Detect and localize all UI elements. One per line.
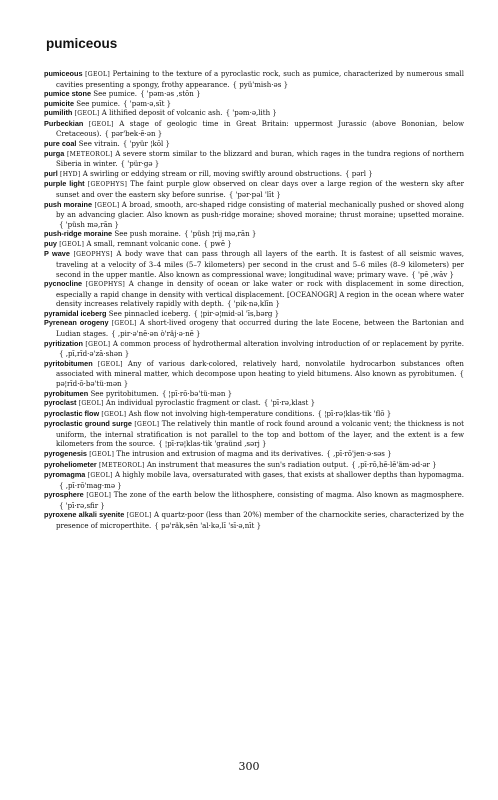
dictionary-entry xyxy=(44,249,464,279)
entry-term: pyritobitumen xyxy=(44,358,93,368)
entry-pronunciation: { pə'räk,sēn 'al·kə,lī 'sī·ə,nīt } xyxy=(154,521,262,531)
entry-subject: [HYD] xyxy=(60,170,81,178)
dictionary-entry xyxy=(44,119,464,139)
entry-pronunciation: { 'pik·nə,klīn } xyxy=(227,299,280,309)
entry-definition: The faint purple glow observed on clear days over a large region of the western sky after sunset and over the eastern sky before sunrise. xyxy=(56,179,464,199)
dictionary-entry xyxy=(44,89,464,99)
entry-subject: [GEOL] xyxy=(78,400,104,408)
dictionary-entry xyxy=(44,108,464,119)
dictionary-entry xyxy=(44,460,464,471)
entry-subject: [METEOROL] xyxy=(98,461,145,469)
entry-subject: [GEOL] xyxy=(94,201,120,209)
entry-definition: Pertaining to the texture of a pyroclastic rock, such as pumice, characterized by numerous small cavities presenting a spongy, frothy appearance. xyxy=(56,69,464,89)
entry-subject: [GEOL] xyxy=(89,450,115,458)
dictionary-entry xyxy=(44,510,464,530)
running-head: pumiceous xyxy=(46,36,118,51)
entry-pronunciation: { pyü'mish·əs } xyxy=(232,79,289,89)
entry-term: pyrosphere xyxy=(44,490,84,500)
entry-term: Pyrenean orogeny xyxy=(44,318,109,328)
dictionary-entry xyxy=(44,318,464,338)
entry-definition: An individual pyroclastic fragment or clast. xyxy=(105,398,261,408)
entry-definition: A swirling or eddying stream or rill, moving swiftly around obstructions. xyxy=(82,168,343,178)
dictionary-entry xyxy=(44,398,464,409)
entry-definition: A stage of geologic time in Great Britain: uppermost Jurassic (above Bononian, below Cretaceous). xyxy=(56,118,464,139)
dictionary-entry xyxy=(44,179,464,199)
dictionary-entry xyxy=(44,339,464,359)
entry-definition: A broad, smooth, arc-shaped ridge consisting of material mechanically pushed or shoved along by an advancing glacier. Also known as push-ridge moraine; shoved moraine; thrust moraine; upsetted moraine. xyxy=(56,199,465,220)
entry-definition: A short-lived orogeny that occurred during the late Eocene, between the Bartonian and Ludian stages. xyxy=(56,318,464,339)
entry-pronunciation: { 'pē ,wāv } xyxy=(411,269,454,279)
entry-term: push-ridge moraine xyxy=(44,229,113,239)
dictionary-entry xyxy=(44,169,464,180)
entry-term: puy xyxy=(44,238,57,248)
entry-pronunciation: { 'pəm·əs ,stōn } xyxy=(140,89,201,99)
entry-definition: Ash flow not involving high-temperature conditions. xyxy=(128,408,315,418)
entry-term: purple light xyxy=(44,179,85,189)
entry-subject: [GEOPHYS] xyxy=(85,281,126,289)
entry-term: pyroxene alkali syenite xyxy=(44,510,125,520)
entry-definition: An instrument that measures the sun's radiation output. xyxy=(146,459,349,469)
entry-subject: [GEOL] xyxy=(74,110,100,118)
dictionary-entry xyxy=(44,99,464,109)
entry-pronunciation: { pwē } xyxy=(203,238,232,248)
entry-definition: The relatively thin mantle of rock found around a volcanic vent; the thickness is not uniform, the internal stratification is not parallel to the top and bottom of the layer, and the extent is a few kilometers from the source. xyxy=(56,419,464,449)
entry-definition: See pyritobitumen. xyxy=(90,388,159,398)
entry-pronunciation: { ,pī,rīd·ə'zā·shən } xyxy=(59,349,130,359)
entry-subject: [GEOPHYS] xyxy=(73,251,113,259)
entry-pronunciation: { ¦pī·rə¦klas·tik 'flō } xyxy=(317,408,392,418)
entry-term: pumice stone xyxy=(44,89,92,99)
dictionary-entry xyxy=(44,239,464,250)
entry-subject: [GEOL] xyxy=(85,340,111,348)
entry-pronunciation: { ¦pī·rō·bə'tü·mən } xyxy=(161,388,233,398)
dictionary-entry xyxy=(44,149,464,169)
entry-pronunciation: { ,pī·rō'jen·ə·səs } xyxy=(326,448,392,458)
entry-definition: The intrusion and extrusion of magma and its derivatives. xyxy=(116,448,324,458)
entry-subject: [GEOL] xyxy=(88,120,114,128)
entry-term: purga xyxy=(44,148,65,158)
dictionary-entry xyxy=(44,69,464,89)
entry-term: pumilith xyxy=(44,108,73,118)
entry-pronunciation: { ,pir·ə'nē·ən ò'räj·ə·nē } xyxy=(111,329,201,339)
entry-term: pyrogenesis xyxy=(44,448,87,458)
entry-subject: [GEOL] xyxy=(86,492,112,500)
entry-term: pure coal xyxy=(44,139,77,149)
entry-subject: [GEOL] xyxy=(97,360,123,368)
dictionary-entry xyxy=(44,490,464,510)
entry-pronunciation: { pərl } xyxy=(345,168,373,178)
entry-definition: A quartz-poor (less than 20%) member of the charnockite series, characterized by the presence of microperthite. xyxy=(56,510,464,531)
entry-subject: [METEOROL] xyxy=(66,150,113,158)
entry-pronunciation: { 'püsh ¦rij mə,rān } xyxy=(183,229,257,239)
entry-subject: [GEOL] xyxy=(134,421,160,429)
entry-subject: [GEOL] xyxy=(126,512,152,520)
entry-definition: See vitrain. xyxy=(78,139,120,149)
entry-pronunciation: { 'püsh mə,rān } xyxy=(59,219,120,229)
entry-pronunciation: { pər'bek·ē·ən } xyxy=(104,129,163,139)
dictionary-entry xyxy=(44,139,464,149)
entry-term: pumicite xyxy=(44,98,75,108)
entry-term: pyroheliometer xyxy=(44,459,97,469)
entry-subject: [GEOL] xyxy=(111,320,137,328)
entry-subject: [GEOL] xyxy=(87,472,113,480)
dictionary-entry xyxy=(44,279,464,309)
entry-definition: A highly mobile lava, oversaturated with gases, that exists at shallower depths than hypomagma. xyxy=(114,470,464,480)
entry-pronunciation: { 'pür·gə } xyxy=(120,159,160,169)
entry-term: pumiceous xyxy=(44,69,83,78)
entry-pronunciation: { 'pī·rə,sfir } xyxy=(59,500,105,510)
entry-term: pyromagma xyxy=(44,470,86,480)
entry-subject: [GEOPHYS] xyxy=(87,181,128,189)
dictionary-entry xyxy=(44,419,464,449)
dictionary-entry xyxy=(44,200,464,230)
dictionary-entry xyxy=(44,389,464,399)
entry-term: pyritization xyxy=(44,338,83,348)
entry-term: pyramidal iceberg xyxy=(44,308,107,318)
entry-pronunciation: { 'pəm·ə,sīt } xyxy=(123,98,172,108)
dictionary-page xyxy=(44,36,464,531)
entry-definition: A lithified deposit of volcanic ash. xyxy=(101,108,223,118)
entry-term: pycnocline xyxy=(44,279,83,289)
dictionary-entry xyxy=(44,409,464,420)
entry-pronunciation: { 'pər·pəl 'līt } xyxy=(228,189,281,199)
dictionary-entry xyxy=(44,449,464,460)
entry-term: pyroclastic ground surge xyxy=(44,419,132,429)
entry-pronunciation: { 'pyür ¦kōl } xyxy=(122,139,170,149)
entry-definition: Any of various dark-colored, relatively hard, nonvolatile hydrocarbon substances often associated with mineral matter, which decompose upon heating to yield bitumens. Also known as pyrobitumen. xyxy=(56,358,464,379)
entry-pronunciation: { 'pī·rə,klast } xyxy=(263,398,316,408)
dictionary-entry xyxy=(44,470,464,490)
entry-term: P wave xyxy=(44,249,70,259)
entry-definition: See pinnacled iceberg. xyxy=(108,308,191,318)
entry-subject: [GEOL] xyxy=(85,71,111,78)
entry-term: purl xyxy=(44,168,58,178)
entry-pronunciation: { pə¦rīd·ō·bə'tü·mən } xyxy=(56,369,464,388)
entry-definition: A small, remnant volcanic cone. xyxy=(86,238,201,248)
page-number: 300 xyxy=(238,760,260,773)
entry-definition: A body wave that can pass through all layers of the earth. It is fastest of all seismic waves, traveling at a velocity of 3–4 miles (5–7 kilometers) per second in the crust and 5–6 miles (8–9 kilometers) per second in the upper mantle. Also known as compressional wave; longitudinal wave; primary wave. xyxy=(56,249,464,279)
entry-definition: The zone of the earth below the lithosphere, consisting of magma. Also known as magmosphere. xyxy=(113,490,464,500)
entry-definition: See push moraine. xyxy=(114,229,181,239)
entry-term: pyrobitumen xyxy=(44,388,89,398)
entry-pronunciation: { ,pī·rō'mag·mə } xyxy=(59,480,122,490)
entry-definition: A severe storm similar to the blizzard and buran, which rages in the tundra regions of northern Siberia in winter. xyxy=(56,148,464,169)
entry-list xyxy=(44,69,464,531)
entry-term: pyroclastic flow xyxy=(44,408,100,418)
entry-term: push moraine xyxy=(44,199,93,209)
entry-subject: [GEOL] xyxy=(101,410,127,418)
entry-term: Purbeckian xyxy=(44,118,84,128)
entry-definition: A change in density of ocean or lake water or rock with displacement in some direction, especially a rapid change in density with vertical displacement. [OCEANOGR] A region in the ocean where water density increases relatively rapidly with depth. xyxy=(56,279,464,309)
entry-subject: [GEOL] xyxy=(59,240,85,248)
entry-pronunciation: { ,pī·rō,hē·lē'äm·əd·ər } xyxy=(351,459,437,469)
entry-definition: A common process of hydrothermal alteration involving introduction of or replacement by pyrite. xyxy=(112,338,464,348)
entry-term: pyroclast xyxy=(44,398,77,408)
dictionary-entry xyxy=(44,229,464,239)
entry-pronunciation: { ¦pir·ə¦mid·əl 'īs,bərg } xyxy=(193,308,280,318)
entry-pronunciation: { ¦pī·rə¦klas·tik 'graünd ,sərj } xyxy=(158,439,267,449)
entry-definition: See pumice. xyxy=(76,98,121,108)
entry-pronunciation: { 'pəm·ə,lith } xyxy=(225,108,277,118)
dictionary-entry xyxy=(44,359,464,389)
entry-definition: See pumice. xyxy=(93,89,138,99)
dictionary-entry xyxy=(44,309,464,319)
